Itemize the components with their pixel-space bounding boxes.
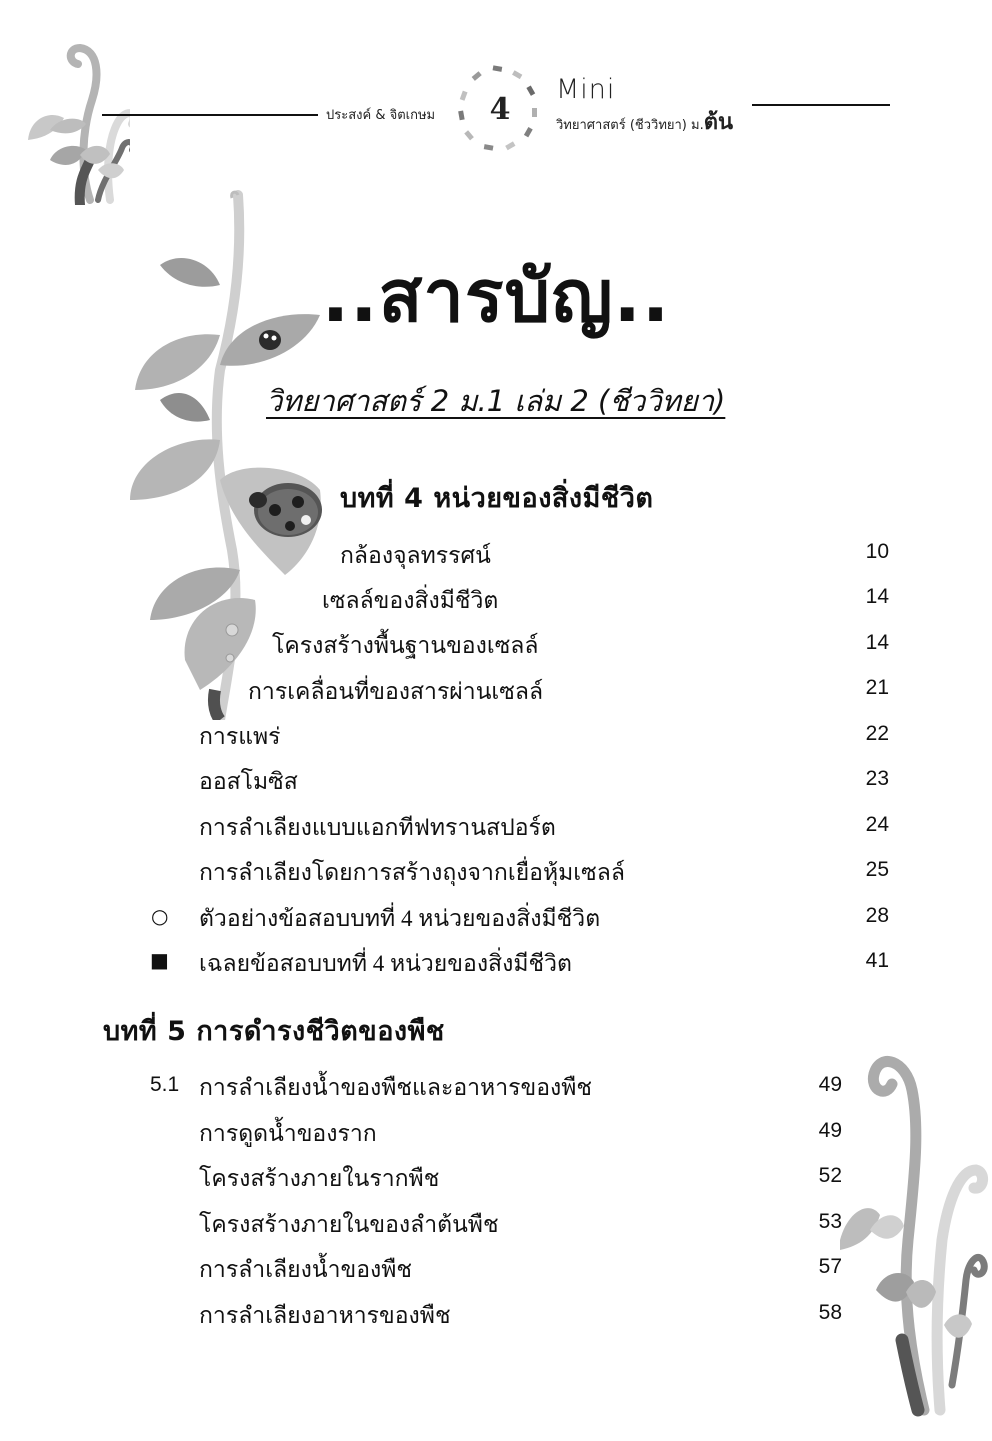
- header-authors: ประสงค์ & จิตเกษม: [326, 108, 436, 123]
- toc-page-number: 53: [818, 1210, 842, 1233]
- toc-page-number: 14: [865, 631, 889, 654]
- toc-page-number: 21: [865, 676, 889, 699]
- toc-entry[interactable]: กล้องจุลทรรศน์: [340, 543, 491, 568]
- sprout-decoration-top-left: [20, 30, 130, 205]
- toc-entry[interactable]: โครงสร้างพื้นฐานของเซลล์: [272, 633, 539, 658]
- toc-entry[interactable]: การเคลื่อนที่ของสารผ่านเซลล์: [248, 679, 544, 704]
- toc-page-number: 57: [818, 1255, 842, 1278]
- toc-entry[interactable]: การลำเลียงโดยการสร้างถุงจากเยื่อหุ้มเซลล์: [199, 860, 625, 885]
- toc-page-number: 25: [865, 858, 889, 881]
- toc-page-number: 10: [865, 540, 889, 563]
- toc-page-number: 28: [865, 904, 889, 927]
- toc-entry[interactable]: โครงสร้างภายในของลำต้นพืช: [199, 1212, 499, 1237]
- toc-page-number: 41: [865, 949, 889, 972]
- square-bullet-icon: ■: [150, 948, 169, 972]
- toc-entry[interactable]: โครงสร้างภายในรากพืช: [199, 1166, 440, 1191]
- header-grade: ต้น: [703, 110, 734, 135]
- header-subject-text: วิทยาศาสตร์ (ชีววิทยา) ม.: [556, 118, 704, 133]
- toc-entry[interactable]: การลำเลียงแบบแอกทีฟทรานสปอร์ต: [199, 815, 556, 840]
- header-rule-right: [752, 104, 890, 106]
- header-subject: [556, 104, 733, 139]
- section-number: 5.1: [150, 1073, 180, 1096]
- toc-page-number: 52: [818, 1164, 842, 1187]
- toc-page-number: 23: [865, 767, 889, 790]
- toc-page-number: 49: [818, 1119, 842, 1142]
- toc-entry[interactable]: เซลล์ของสิ่งมีชีวิต: [322, 588, 499, 613]
- toc-entry[interactable]: เฉลยข้อสอบบทที่ 4 หน่วยของสิ่งมีชีวิต: [199, 951, 572, 976]
- toc-page-number: 24: [865, 813, 889, 836]
- toc-entry[interactable]: การลำเลียงน้ำของพืชและอาหารของพืช: [199, 1075, 593, 1100]
- sprout-decoration-bottom-right: [840, 1040, 992, 1430]
- page-title: ..สารบัญ..: [321, 254, 671, 338]
- toc-page-number: 58: [818, 1301, 842, 1324]
- toc-entry[interactable]: การดูดน้ำของราก: [199, 1121, 377, 1146]
- header-rule-left: [102, 114, 318, 116]
- toc-page-number: 22: [865, 722, 889, 745]
- toc-entry[interactable]: การลำเลียงน้ำของพืช: [199, 1257, 413, 1282]
- toc-entry[interactable]: ตัวอย่างข้อสอบบทที่ 4 หน่วยของสิ่งมีชีวิต: [199, 906, 601, 931]
- toc-page-number: 14: [865, 585, 889, 608]
- chapter-5-heading[interactable]: บทที่ 5 การดำรงชีวิตของพืช: [103, 1016, 445, 1047]
- toc-entry[interactable]: ออสโมซิส: [199, 769, 298, 794]
- toc-page-number: 49: [818, 1073, 842, 1096]
- toc-entry[interactable]: การแพร่: [199, 724, 281, 749]
- page-number: 4: [489, 92, 511, 127]
- book-title: วิทยาศาสตร์ 2 ม.1 เล่ม 2 (ชีววิทยา): [266, 384, 726, 418]
- series-logo: Mini: [556, 74, 616, 105]
- circle-bullet-icon: ○: [151, 904, 169, 928]
- chapter-4-heading[interactable]: บทที่ 4 หน่วยของสิ่งมีชีวิต: [340, 483, 654, 514]
- toc-entry[interactable]: การลำเลียงอาหารของพืช: [199, 1303, 451, 1328]
